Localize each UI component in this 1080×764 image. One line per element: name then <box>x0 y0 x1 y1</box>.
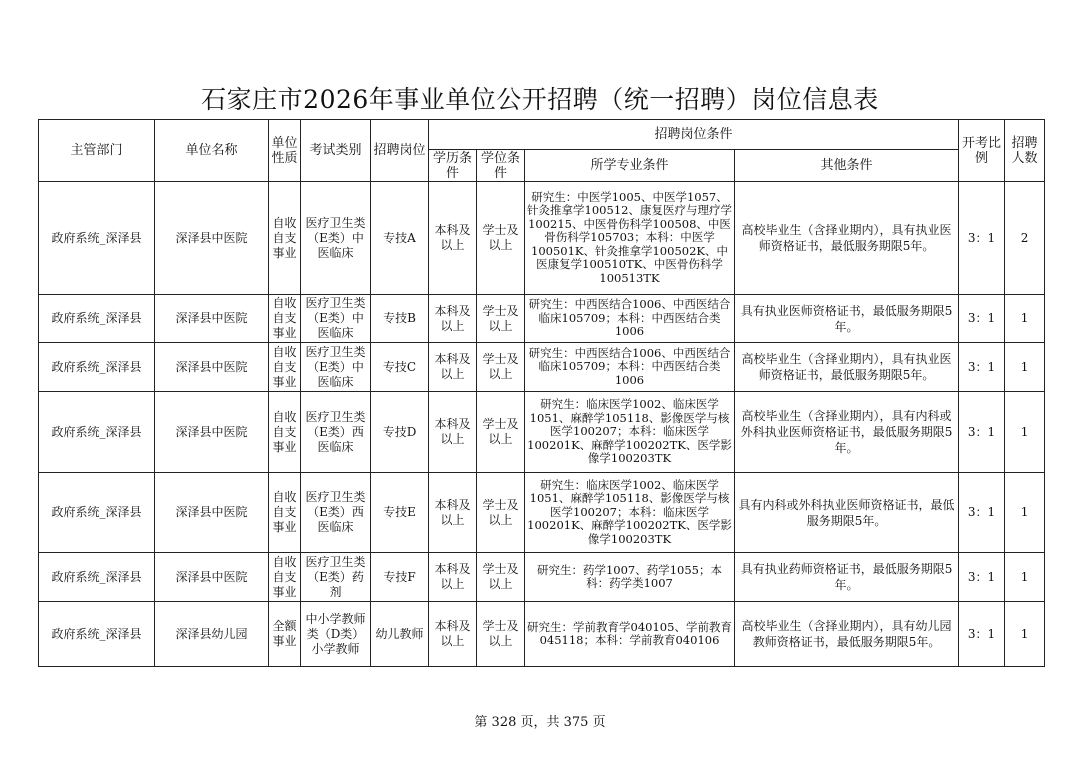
cell-other: 高校毕业生（含择业期内），具有执业医师资格证书，最低服务期限5年。 <box>735 343 959 392</box>
cell-education: 本科及以上 <box>429 553 477 602</box>
cell-degree: 学士及以上 <box>477 182 525 295</box>
cell-ratio: 3：1 <box>959 343 1005 392</box>
table-row <box>39 392 1045 473</box>
cell-major: 研究生：药学1007、药学1055；本科：药学类1007 <box>525 553 735 602</box>
cell-unit: 深泽县中医院 <box>155 553 269 602</box>
cell-unit: 深泽县中医院 <box>155 182 269 295</box>
cell-dept: 政府系统_深泽县 <box>39 343 155 392</box>
header-education: 学历条件 <box>429 150 477 182</box>
cell-ratio: 3：1 <box>959 295 1005 343</box>
table-row <box>39 343 1045 392</box>
cell-unit: 深泽县中医院 <box>155 295 269 343</box>
cell-nature: 自收自支事业 <box>269 392 301 473</box>
cell-major: 研究生：中西医结合1006、中西医结合临床105709；本科：中西医结合类1006 <box>525 343 735 392</box>
cell-position: 专技B <box>371 295 429 343</box>
header-nature: 单位性质 <box>269 120 301 182</box>
cell-degree: 学士及以上 <box>477 473 525 553</box>
cell-ratio: 3：1 <box>959 392 1005 473</box>
table-row <box>39 295 1045 343</box>
cell-ratio: 3：1 <box>959 182 1005 295</box>
header-other: 其他条件 <box>735 150 959 182</box>
cell-unit: 深泽县中医院 <box>155 473 269 553</box>
cell-nature: 自收自支事业 <box>269 473 301 553</box>
cell-count: 2 <box>1005 182 1045 295</box>
header-degree: 学位条件 <box>477 150 525 182</box>
cell-other: 高校毕业生（含择业期内），具有幼儿园教师资格证书，最低服务期限5年。 <box>735 602 959 667</box>
cell-exam-type: 医疗卫生类（E类）中医临床 <box>301 182 371 295</box>
cell-position: 幼儿教师 <box>371 602 429 667</box>
cell-nature: 自收自支事业 <box>269 343 301 392</box>
cell-nature: 自收自支事业 <box>269 553 301 602</box>
cell-major: 研究生：中医学1005、中医学1057、针灸推拿学100512、康复医疗与理疗学100215、中医骨伤科学100508、中医骨伤科学105703；本科：中医学100501K、针灸推拿学100502K、中医康复学100510TK、中医骨伤科学100513TK <box>525 182 735 295</box>
cell-exam-type: 医疗卫生类（E类）西医临床 <box>301 392 371 473</box>
header-dept: 主管部门 <box>39 120 155 182</box>
cell-unit: 深泽县幼儿园 <box>155 602 269 667</box>
cell-degree: 学士及以上 <box>477 553 525 602</box>
header-major: 所学专业条件 <box>525 150 735 182</box>
cell-position: 专技C <box>371 343 429 392</box>
header-count: 招聘人数 <box>1005 120 1045 182</box>
cell-count: 1 <box>1005 295 1045 343</box>
header-position: 招聘岗位 <box>371 120 429 182</box>
cell-position: 专技E <box>371 473 429 553</box>
cell-unit: 深泽县中医院 <box>155 343 269 392</box>
cell-education: 本科及以上 <box>429 182 477 295</box>
cell-nature: 全额事业 <box>269 602 301 667</box>
cell-major: 研究生：临床医学1002、临床医学1051、麻醉学105118、影像医学与核医学100207；本科：临床医学100201K、麻醉学100202TK、医学影像学100203TK <box>525 473 735 553</box>
cell-other: 高校毕业生（含择业期内），具有执业医师资格证书，最低服务期限5年。 <box>735 182 959 295</box>
table-row <box>39 553 1045 602</box>
header-conditions: 招聘岗位条件 <box>429 120 959 150</box>
cell-count: 1 <box>1005 343 1045 392</box>
cell-major: 研究生：中西医结合1006、中西医结合临床105709；本科：中西医结合类1006 <box>525 295 735 343</box>
cell-dept: 政府系统_深泽县 <box>39 182 155 295</box>
table-row <box>39 473 1045 553</box>
cell-major: 研究生：学前教育学040105、学前教育045118；本科：学前教育040106 <box>525 602 735 667</box>
page-title: 石家庄市2026年事业单位公开招聘（统一招聘）岗位信息表 <box>201 85 879 114</box>
cell-position: 专技A <box>371 182 429 295</box>
cell-other: 具有执业药师资格证书，最低服务期限5年。 <box>735 553 959 602</box>
cell-ratio: 3：1 <box>959 553 1005 602</box>
cell-dept: 政府系统_深泽县 <box>39 553 155 602</box>
cell-ratio: 3：1 <box>959 473 1005 553</box>
cell-ratio: 3：1 <box>959 602 1005 667</box>
page-footer: 第 328 页，共 375 页 <box>474 715 606 730</box>
cell-education: 本科及以上 <box>429 343 477 392</box>
cell-education: 本科及以上 <box>429 295 477 343</box>
cell-education: 本科及以上 <box>429 392 477 473</box>
cell-exam-type: 中小学教师类（D类）小学教师 <box>301 602 371 667</box>
job-info-table <box>38 119 1045 667</box>
cell-count: 1 <box>1005 602 1045 667</box>
cell-major: 研究生：临床医学1002、临床医学1051、麻醉学105118、影像医学与核医学100207；本科：临床医学100201K、麻醉学100202TK、医学影像学100203TK <box>525 392 735 473</box>
cell-dept: 政府系统_深泽县 <box>39 602 155 667</box>
cell-dept: 政府系统_深泽县 <box>39 473 155 553</box>
cell-position: 专技F <box>371 553 429 602</box>
cell-degree: 学士及以上 <box>477 602 525 667</box>
cell-other: 具有执业医师资格证书，最低服务期限5年。 <box>735 295 959 343</box>
cell-degree: 学士及以上 <box>477 295 525 343</box>
cell-exam-type: 医疗卫生类（E类）药剂 <box>301 553 371 602</box>
cell-dept: 政府系统_深泽县 <box>39 392 155 473</box>
cell-nature: 自收自支事业 <box>269 182 301 295</box>
header-ratio: 开考比例 <box>959 120 1005 182</box>
cell-dept: 政府系统_深泽县 <box>39 295 155 343</box>
cell-exam-type: 医疗卫生类（E类）中医临床 <box>301 295 371 343</box>
table-row <box>39 602 1045 667</box>
cell-exam-type: 医疗卫生类（E类）中医临床 <box>301 343 371 392</box>
cell-education: 本科及以上 <box>429 602 477 667</box>
cell-exam-type: 医疗卫生类（E类）西医临床 <box>301 473 371 553</box>
cell-count: 1 <box>1005 473 1045 553</box>
header-unit: 单位名称 <box>155 120 269 182</box>
cell-position: 专技D <box>371 392 429 473</box>
cell-education: 本科及以上 <box>429 473 477 553</box>
cell-other: 高校毕业生（含择业期内），具有内科或外科执业医师资格证书，最低服务期限5年。 <box>735 392 959 473</box>
cell-count: 1 <box>1005 553 1045 602</box>
cell-nature: 自收自支事业 <box>269 295 301 343</box>
cell-degree: 学士及以上 <box>477 343 525 392</box>
cell-count: 1 <box>1005 392 1045 473</box>
table-row <box>39 182 1045 295</box>
cell-other: 具有内科或外科执业医师资格证书，最低服务期限5年。 <box>735 473 959 553</box>
cell-degree: 学士及以上 <box>477 392 525 473</box>
header-exam-type: 考试类别 <box>301 120 371 182</box>
cell-unit: 深泽县中医院 <box>155 392 269 473</box>
